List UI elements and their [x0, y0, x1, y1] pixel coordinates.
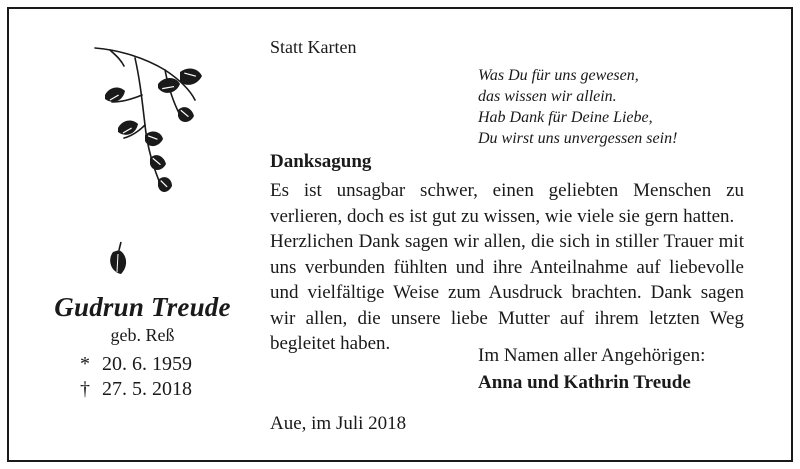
signature-names: Anna und Kathrin Treude — [478, 372, 691, 393]
poem-line: Hab Dank für Deine Liebe, — [478, 109, 653, 126]
death-date: 27. 5. 2018 — [102, 378, 192, 400]
place-date: Aue, im Juli 2018 — [270, 413, 407, 434]
thanks-paragraph: Herzlichen Dank sagen wir allen, die sich in stiller Trauer mit uns verbunden fühlten und ihre Anteilnahme auf liebevolle und vielfältige Weise zum Ausdruck brachten. Dank sagen wir allen, die unsere liebe Mutter auf ihrem letzten Weg begleitet haben. — [270, 231, 744, 354]
thanks-paragraph: Es ist unsagbar schwer, einen geliebten Menschen zu verlieren, doch es ist gut zu wissen, wie viele sie gern hatten. — [270, 180, 744, 227]
poem-line: das wissen wir allein. — [478, 88, 617, 105]
birth-date: 20. 6. 1959 — [102, 353, 192, 375]
poem-line: Du wirst uns unvergessen sein! — [478, 130, 678, 147]
maiden-name: geb. Reß — [110, 325, 175, 345]
birth-symbol: * — [80, 353, 90, 375]
poem — [478, 65, 677, 149]
birch-branch-icon — [90, 40, 205, 200]
death-symbol: † — [80, 378, 90, 400]
death-row — [80, 377, 192, 402]
signature-intro: Im Namen aller Angehörigen: — [478, 345, 706, 366]
deceased-name: Gudrun Treude — [54, 292, 231, 322]
thanks-body — [270, 178, 744, 357]
thanks-heading: Danksagung — [270, 151, 372, 172]
poem-line: Was Du für uns gewesen, — [478, 67, 639, 84]
life-dates — [80, 352, 192, 402]
leaf-icon — [105, 240, 131, 280]
statt-karten-label: Statt Karten — [270, 37, 357, 57]
birth-row — [80, 352, 192, 377]
